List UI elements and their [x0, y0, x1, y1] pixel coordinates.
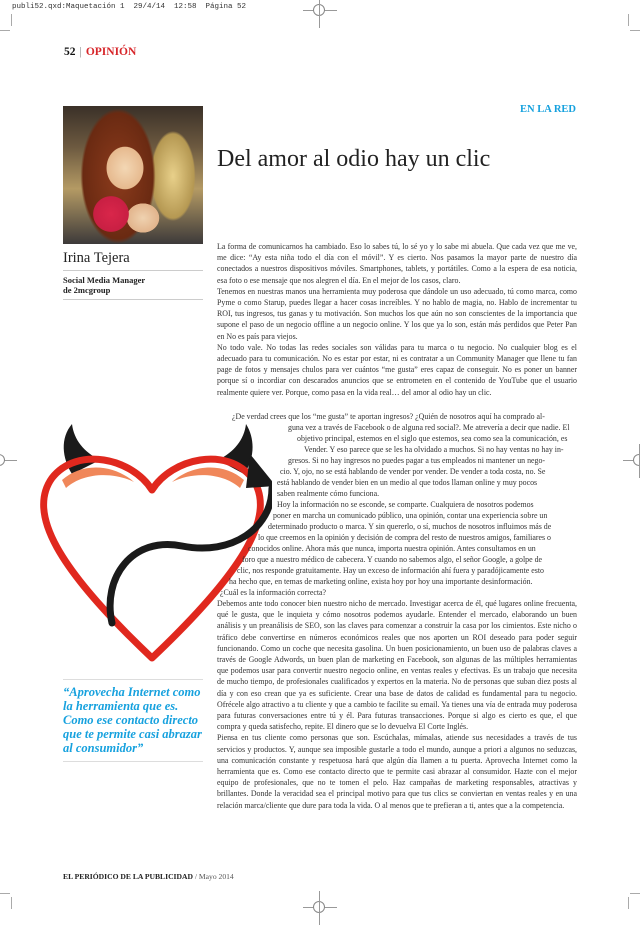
wrap-line: ¿De verdad crees que los “me gusta” te aportan ingresos? ¿Quién de nosotros aquí ha comprado al-: [232, 412, 545, 421]
author-name: Irina Tejera: [63, 250, 203, 271]
wrap-line: gresos. Si no hay ingresos no puedes pagar a tus empleados ni mantener un nego-: [288, 456, 546, 465]
crop-mark: [0, 893, 10, 894]
registration-mark-right: [623, 444, 640, 478]
crop-mark: [11, 14, 12, 26]
header-separator: |: [79, 46, 82, 58]
crop-mark: [0, 30, 10, 31]
author-role-line1: Social Media Manager: [63, 275, 146, 285]
wrap-line: lo que creemos en la opinión y decisión de compra del resto de nuestros amigos, familiares o: [258, 533, 551, 542]
wrap-line: cio. Y, ojo, no se está hablando de vender por vender. De vender a toda costa, no. Se: [280, 467, 546, 476]
author-role-line2: de 2mcgroup: [63, 285, 111, 295]
article-title: Del amor al odio hay un clic: [217, 146, 491, 172]
paragraph: Tenemos en nuestras manos una herramienta muy poderosa que dándole un uso adecuado, tú como marca, como Pyme o como Starup, puedes llegar a hacer cosas increíbles. Y no hablo de magia, no. Hablo de incrementar tu ROI, tus ingresos, tus ganas y tu motivación. Son muchos los que aún no son conscientes de la importancia que supone el paso de un negocio offline a un negocio online. Y los que ya lo son, están más perdidos que Peter Pan en No es país para viejos.: [217, 286, 577, 341]
crop-mark: [628, 14, 629, 26]
wrap-line: poner en marcha un comunicado público, una opinión, contar una experiencia sobre un: [273, 511, 548, 520]
footer-separator: /: [194, 872, 197, 881]
wrap-line: guna vez a través de Facebook o de alguna red social?. Me atrevería a decir que nadie. El: [288, 423, 570, 432]
registration-mark-left: [0, 444, 17, 478]
crop-mark: [11, 897, 12, 909]
registration-mark-top: [303, 0, 337, 28]
issue-date: Mayo 2014: [198, 872, 234, 881]
publication-name: EL PERIÓDICO DE LA PUBLICIDAD: [63, 872, 193, 881]
pull-quote: “Aprovecha Internet como la herramienta que es. Como ese contacto directo que te permite casi abrazar al consumidor”: [63, 679, 203, 762]
author-block: [63, 250, 203, 300]
page-footer: [63, 872, 234, 881]
wrap-line: ¿Cuál es la información correcta?: [220, 588, 327, 597]
wrap-line: Vender. Y eso parece que se les ha olvidado a muchos. Si no hay ventas no hay in-: [304, 445, 564, 454]
crop-mark: [628, 897, 629, 909]
crop-mark: [630, 30, 640, 31]
wrap-line: objetivo principal, estemos en el siglo que estemos, sea como sea la comunicación, es: [297, 434, 568, 443]
section-label: OPINIÓN: [85, 46, 137, 58]
wrap-line: Hoy la información no se esconde, se comparte. Cualquiera de nosotros podemos: [277, 500, 534, 509]
section-header: [64, 46, 136, 58]
article-body-lower: [217, 598, 577, 811]
page-number: 52: [64, 46, 76, 58]
paragraph: Piensa en tus cliente como personas que son. Escúchalas, mímalas, atiende sus necesidades a través de tus servicios y productos. Y, aunque sea imposible gustarle a todo el mundo, aunque a priori a algunos no seduzcas, una comunicación constante y respetuosa hará que algún día llamen a tu puerta. Aprovecha Internet como la herramienta que es. Como ese contacto directo que te permite casi abrazar al consumidor. Hazte con el mejor equipo de profesionales, que no te tomen el pelo. Haz campañas de marketing responsables, atractivas y brillantes. Donde la veracidad sea el principal motivo para que tus clics se conviertan en ventas reales y en una relación marca/cliente que dure para toda la vida. O al menos que te prefieran a ti, antes que a la competencia.: [217, 733, 577, 810]
crop-mark: [630, 893, 640, 894]
author-role: [63, 271, 203, 300]
wrap-line: clic, nos responde gratuitamente. Hay un exceso de información ahí fuera y paradójicamente esto: [237, 566, 544, 575]
paragraph: No todo vale. No todas las redes sociales son válidas para tu marca o tu negocio. No cualquier blog es el adecuado para tu comunicación. No es estar por estar, ni es contratar a un Community Manager que llene tu fan page de fotos y mensajes chulos para ver cuántos “me gusta” eres capaz de conseguir. No es poner un banner porque sí o incordiar con descarados anuncios que se entrometen en el contenido de YouTube que el usuario realmente quiere ver. Porque, como pasa en la vida real… del amor al odio hay un clic.: [217, 342, 577, 397]
wrap-line: determinado producto o marca. Y sin quererlo, o sí, muchos de nosotros influimos más de: [268, 522, 552, 531]
paragraph: La forma de comunicarnos ha cambiado. Eso lo sabes tú, lo sé yo y lo sabe mi abuela. Que cada vez que me ve, me dice: “Ay esta niña todo el día con el móvil”. Y es cierto. Nos pasamos la mayor parte de nuestro día conectados a nuestros dispositivos móviles. Smartphones, tablets, y portátiles. Como a la espera de esa noticia, esa foto o ese mensaje que nos alegren el día. En el mejor de los casos, claro.: [217, 242, 577, 285]
registration-mark-bottom: [303, 891, 337, 925]
wrap-line: saben realmente cómo funciona.: [277, 489, 380, 498]
article-body: [217, 241, 577, 398]
kicker: EN LA RED: [519, 104, 576, 115]
paragraph: Debemos ante todo conocer bien nuestro nicho de mercado. Investigar acerca de él, qué lugares online frecuenta, qué le gusta, que le inquieta y cómo nosotros podemos ayudarle. Entender el mercado, elaborando un buen análisis y un preanálisis de SEO, son las claves para comenzar a construir la casa por los cimientos. Este nicho o tráfico debe convertirse en números económicos reales que nos aporten un ROI deseado para poder seguir funcionando. Como un coche que necesita gasolina. Un buen posicionamiento, un buen uso de palabras claves a través de Google Adwords, un buen plan de marketing en Facebook, son algunas de las múltiples herramientas que podemos usar para convertir nuestro negocio online, en ventas reales y efectivas. Es un trabajo que necesita de mucho tiempo, de profesionales cualificados y expertos en la materia. No de personas que suban diez posts al día y con eso crean que ya es suficiente. Crear una base de datos de calidad es fundamental para tu negocio. Ofrécele algo atractivo a tu cliente y que a cambio te facilite su email. Ya tienes una vía de entrada muy poderosa para futuras conversaciones entre tú y él. Para futuras transacciones. Porque si algo es cierto es que, el que compra y queda satisfecho, repite. El dinero que se lo devuelva El Corte Inglés.: [217, 599, 577, 732]
wrap-line: foro que a nuestro médico de cabecera. Y cuando no sabemos algo, el señor Google, a golpe de: [242, 555, 543, 564]
wrap-line: ha hecho que, en temas de marketing online, exista hoy por hoy una importante desinformación.: [229, 577, 533, 586]
wrap-line: conocidos online. Ahora más que nunca, importa nuestra opinión. Antes consultamos en un: [248, 544, 536, 553]
print-slug: publi52.qxd:Maquetación 1 29/4/14 12:58 Página 52: [12, 3, 247, 11]
author-photo: [63, 106, 203, 244]
wrap-line: está hablando de vender bien en un medio al que todos llaman online y muy pocos: [277, 478, 538, 487]
